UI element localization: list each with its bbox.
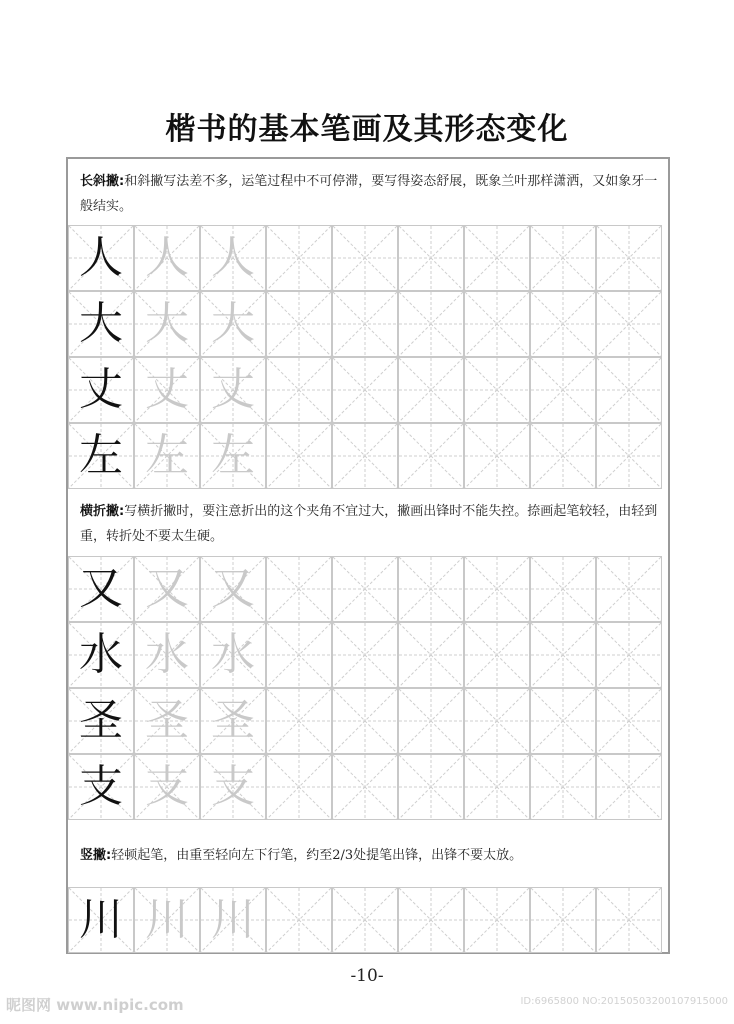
- practice-cell[interactable]: [530, 754, 596, 820]
- trace-character: 水: [211, 629, 255, 680]
- page-number: -10-: [350, 966, 384, 986]
- watermark-left: 昵图网 www.nipic.com: [6, 996, 184, 1014]
- practice-cell[interactable]: [464, 556, 530, 622]
- practice-cell[interactable]: [530, 688, 596, 754]
- mi-grid-guides: [531, 226, 595, 290]
- practice-cell[interactable]: [464, 225, 530, 291]
- trace-character: 丈: [145, 364, 189, 415]
- model-character: 人: [79, 232, 123, 283]
- practice-cell[interactable]: [266, 754, 332, 820]
- practice-cell[interactable]: [200, 622, 266, 688]
- practice-cell[interactable]: [200, 887, 266, 953]
- practice-cell[interactable]: [332, 754, 398, 820]
- practice-cell[interactable]: [332, 291, 398, 357]
- practice-cell[interactable]: [134, 357, 200, 423]
- mi-grid-guides: [465, 358, 529, 422]
- trace-character: 大: [145, 298, 189, 349]
- mi-grid-guides: [333, 358, 397, 422]
- model-character: 又: [79, 563, 123, 614]
- mi-grid-guides: [267, 226, 331, 290]
- practice-row: [68, 357, 668, 423]
- practice-cell[interactable]: [464, 887, 530, 953]
- model-character: 圣: [79, 695, 123, 746]
- mi-grid-guides: [267, 689, 331, 753]
- practice-row: [68, 688, 668, 754]
- practice-cell[interactable]: [596, 357, 662, 423]
- practice-row: [68, 754, 668, 820]
- mi-grid-guides: [399, 888, 463, 952]
- mi-grid-guides: [399, 292, 463, 356]
- practice-cell[interactable]: [398, 688, 464, 754]
- mi-grid-guides: [267, 424, 331, 488]
- mi-grid-guides: [597, 888, 661, 952]
- section-description: [68, 491, 668, 555]
- practice-cell[interactable]: [596, 754, 662, 820]
- practice-cell[interactable]: [266, 887, 332, 953]
- mi-grid-guides: [333, 888, 397, 952]
- trace-character: 人: [145, 232, 189, 283]
- practice-cell[interactable]: [596, 887, 662, 953]
- mi-grid-guides: [531, 689, 595, 753]
- section-label: 竖撇:: [80, 848, 112, 863]
- practice-cell[interactable]: [134, 754, 200, 820]
- mi-grid-guides: [399, 424, 463, 488]
- practice-cell[interactable]: [596, 291, 662, 357]
- practice-cell[interactable]: [266, 423, 332, 489]
- practice-cell[interactable]: [332, 225, 398, 291]
- mi-grid-guides: [465, 888, 529, 952]
- practice-cell[interactable]: [464, 688, 530, 754]
- practice-cell[interactable]: [596, 688, 662, 754]
- mi-grid-guides: [597, 358, 661, 422]
- practice-cell[interactable]: [200, 688, 266, 754]
- practice-row: [68, 291, 668, 357]
- practice-cell[interactable]: [332, 688, 398, 754]
- practice-cell[interactable]: [332, 556, 398, 622]
- practice-row: [68, 225, 668, 291]
- model-character: 丈: [79, 364, 123, 415]
- trace-character: 水: [145, 629, 189, 680]
- practice-cell[interactable]: [530, 887, 596, 953]
- mi-grid-guides: [531, 358, 595, 422]
- section-text: 轻顿起笔，由重至轻向左下行笔，约至2/3处提笔出锋，出锋不要太放。: [111, 848, 523, 863]
- mi-grid-guides: [399, 226, 463, 290]
- trace-character: 圣: [211, 695, 255, 746]
- mi-grid-guides: [597, 623, 661, 687]
- mi-grid-guides: [333, 557, 397, 621]
- mi-grid-guides: [597, 424, 661, 488]
- mi-grid-guides: [597, 689, 661, 753]
- practice-row: [68, 556, 668, 622]
- mi-grid-guides: [531, 755, 595, 819]
- practice-grid: [68, 556, 668, 820]
- practice-cell[interactable]: [398, 754, 464, 820]
- practice-cell[interactable]: [68, 887, 134, 953]
- mi-grid-guides: [597, 226, 661, 290]
- section-label: 长斜撇:: [80, 174, 125, 189]
- practice-cell[interactable]: [266, 688, 332, 754]
- practice-cell[interactable]: [464, 357, 530, 423]
- trace-character: 圣: [145, 695, 189, 746]
- mi-grid-guides: [267, 755, 331, 819]
- practice-cell[interactable]: [464, 622, 530, 688]
- practice-cell[interactable]: [596, 225, 662, 291]
- practice-cell[interactable]: [68, 754, 134, 820]
- model-character: 左: [79, 430, 123, 481]
- mi-grid-guides: [531, 292, 595, 356]
- section-label: 横折撇:: [80, 504, 125, 519]
- mi-grid-guides: [597, 755, 661, 819]
- practice-cell[interactable]: [266, 622, 332, 688]
- trace-character: 又: [211, 563, 255, 614]
- mi-grid-guides: [267, 358, 331, 422]
- practice-cell[interactable]: [332, 622, 398, 688]
- practice-cell[interactable]: [200, 754, 266, 820]
- model-character: 水: [79, 629, 123, 680]
- mi-grid-guides: [465, 755, 529, 819]
- mi-grid-guides: [531, 424, 595, 488]
- mi-grid-guides: [399, 623, 463, 687]
- mi-grid-guides: [333, 623, 397, 687]
- mi-grid-guides: [267, 888, 331, 952]
- practice-cell[interactable]: [398, 887, 464, 953]
- mi-grid-guides: [531, 623, 595, 687]
- mi-grid-guides: [399, 755, 463, 819]
- trace-character: 川: [211, 894, 255, 945]
- model-character: 大: [79, 298, 123, 349]
- practice-cell[interactable]: [530, 357, 596, 423]
- practice-cell[interactable]: [530, 556, 596, 622]
- mi-grid-guides: [399, 689, 463, 753]
- mi-grid-guides: [465, 226, 529, 290]
- practice-grid: [68, 887, 668, 953]
- trace-character: 左: [145, 430, 189, 481]
- practice-cell[interactable]: [596, 423, 662, 489]
- practice-cell[interactable]: [200, 423, 266, 489]
- practice-cell[interactable]: [134, 225, 200, 291]
- practice-cell[interactable]: [68, 225, 134, 291]
- trace-character: 支: [145, 761, 189, 812]
- mi-grid-guides: [465, 623, 529, 687]
- practice-cell[interactable]: [398, 556, 464, 622]
- model-character: 川: [79, 894, 123, 945]
- mi-grid-guides: [267, 292, 331, 356]
- practice-cell[interactable]: [200, 357, 266, 423]
- practice-cell[interactable]: [596, 622, 662, 688]
- mi-grid-guides: [333, 226, 397, 290]
- practice-cell[interactable]: [134, 556, 200, 622]
- practice-cell[interactable]: [464, 754, 530, 820]
- mi-grid-guides: [399, 557, 463, 621]
- mi-grid-guides: [465, 292, 529, 356]
- trace-character: 大: [211, 298, 255, 349]
- mi-grid-guides: [465, 557, 529, 621]
- practice-cell[interactable]: [68, 357, 134, 423]
- section-text: 写横折撇时，要注意折出的这个夹角不宜过大，撇画出锋时不能失控。捺画起笔较轻，由轻到重，转折处不要太生硬。: [80, 504, 658, 544]
- practice-cell[interactable]: [134, 688, 200, 754]
- practice-cell[interactable]: [266, 291, 332, 357]
- practice-cell[interactable]: [398, 225, 464, 291]
- section-text: 和斜撇写法差不多，运笔过程中不可停滞，要写得姿态舒展，既象兰叶那样潇洒，又如象牙一般结实。: [80, 174, 658, 214]
- practice-cell[interactable]: [200, 291, 266, 357]
- practice-grid: [68, 225, 668, 489]
- practice-cell[interactable]: [332, 887, 398, 953]
- practice-cell[interactable]: [464, 291, 530, 357]
- trace-character: 丈: [211, 364, 255, 415]
- model-character: 支: [79, 761, 123, 812]
- practice-row: [68, 887, 668, 953]
- mi-grid-guides: [267, 557, 331, 621]
- trace-character: 又: [145, 563, 189, 614]
- practice-cell[interactable]: [266, 225, 332, 291]
- practice-cell[interactable]: [266, 556, 332, 622]
- mi-grid-guides: [333, 689, 397, 753]
- section-description: [68, 161, 668, 225]
- trace-character: 川: [145, 894, 189, 945]
- practice-cell[interactable]: [200, 556, 266, 622]
- practice-cell[interactable]: [398, 622, 464, 688]
- mi-grid-guides: [333, 755, 397, 819]
- practice-cell[interactable]: [200, 225, 266, 291]
- practice-cell[interactable]: [398, 423, 464, 489]
- mi-grid-guides: [465, 689, 529, 753]
- mi-grid-guides: [267, 623, 331, 687]
- mi-grid-guides: [531, 557, 595, 621]
- mi-grid-guides: [597, 292, 661, 356]
- practice-sheet: [66, 157, 670, 954]
- page-title: 楷书的基本笔画及其形态变化: [165, 112, 569, 147]
- practice-cell[interactable]: [398, 291, 464, 357]
- practice-cell[interactable]: [266, 357, 332, 423]
- practice-cell[interactable]: [68, 688, 134, 754]
- watermark-right: ID:6965800 NO:20150503200107915000: [520, 996, 728, 1007]
- mi-grid-guides: [531, 888, 595, 952]
- practice-cell[interactable]: [332, 357, 398, 423]
- practice-cell[interactable]: [68, 622, 134, 688]
- practice-row: [68, 423, 668, 489]
- practice-cell[interactable]: [530, 225, 596, 291]
- practice-row: [68, 622, 668, 688]
- section-description: [68, 823, 668, 887]
- practice-cell[interactable]: [134, 423, 200, 489]
- practice-cell[interactable]: [398, 357, 464, 423]
- practice-cell[interactable]: [134, 887, 200, 953]
- practice-cell[interactable]: [68, 556, 134, 622]
- mi-grid-guides: [333, 424, 397, 488]
- practice-cell[interactable]: [596, 556, 662, 622]
- practice-cell[interactable]: [530, 291, 596, 357]
- mi-grid-guides: [597, 557, 661, 621]
- trace-character: 人: [211, 232, 255, 283]
- mi-grid-guides: [465, 424, 529, 488]
- mi-grid-guides: [333, 292, 397, 356]
- trace-character: 支: [211, 761, 255, 812]
- practice-cell[interactable]: [68, 423, 134, 489]
- practice-cell[interactable]: [464, 423, 530, 489]
- practice-cell[interactable]: [530, 622, 596, 688]
- practice-cell[interactable]: [134, 291, 200, 357]
- trace-character: 左: [211, 430, 255, 481]
- practice-cell[interactable]: [68, 291, 134, 357]
- mi-grid-guides: [399, 358, 463, 422]
- practice-cell[interactable]: [134, 622, 200, 688]
- practice-cell[interactable]: [530, 423, 596, 489]
- practice-cell[interactable]: [332, 423, 398, 489]
